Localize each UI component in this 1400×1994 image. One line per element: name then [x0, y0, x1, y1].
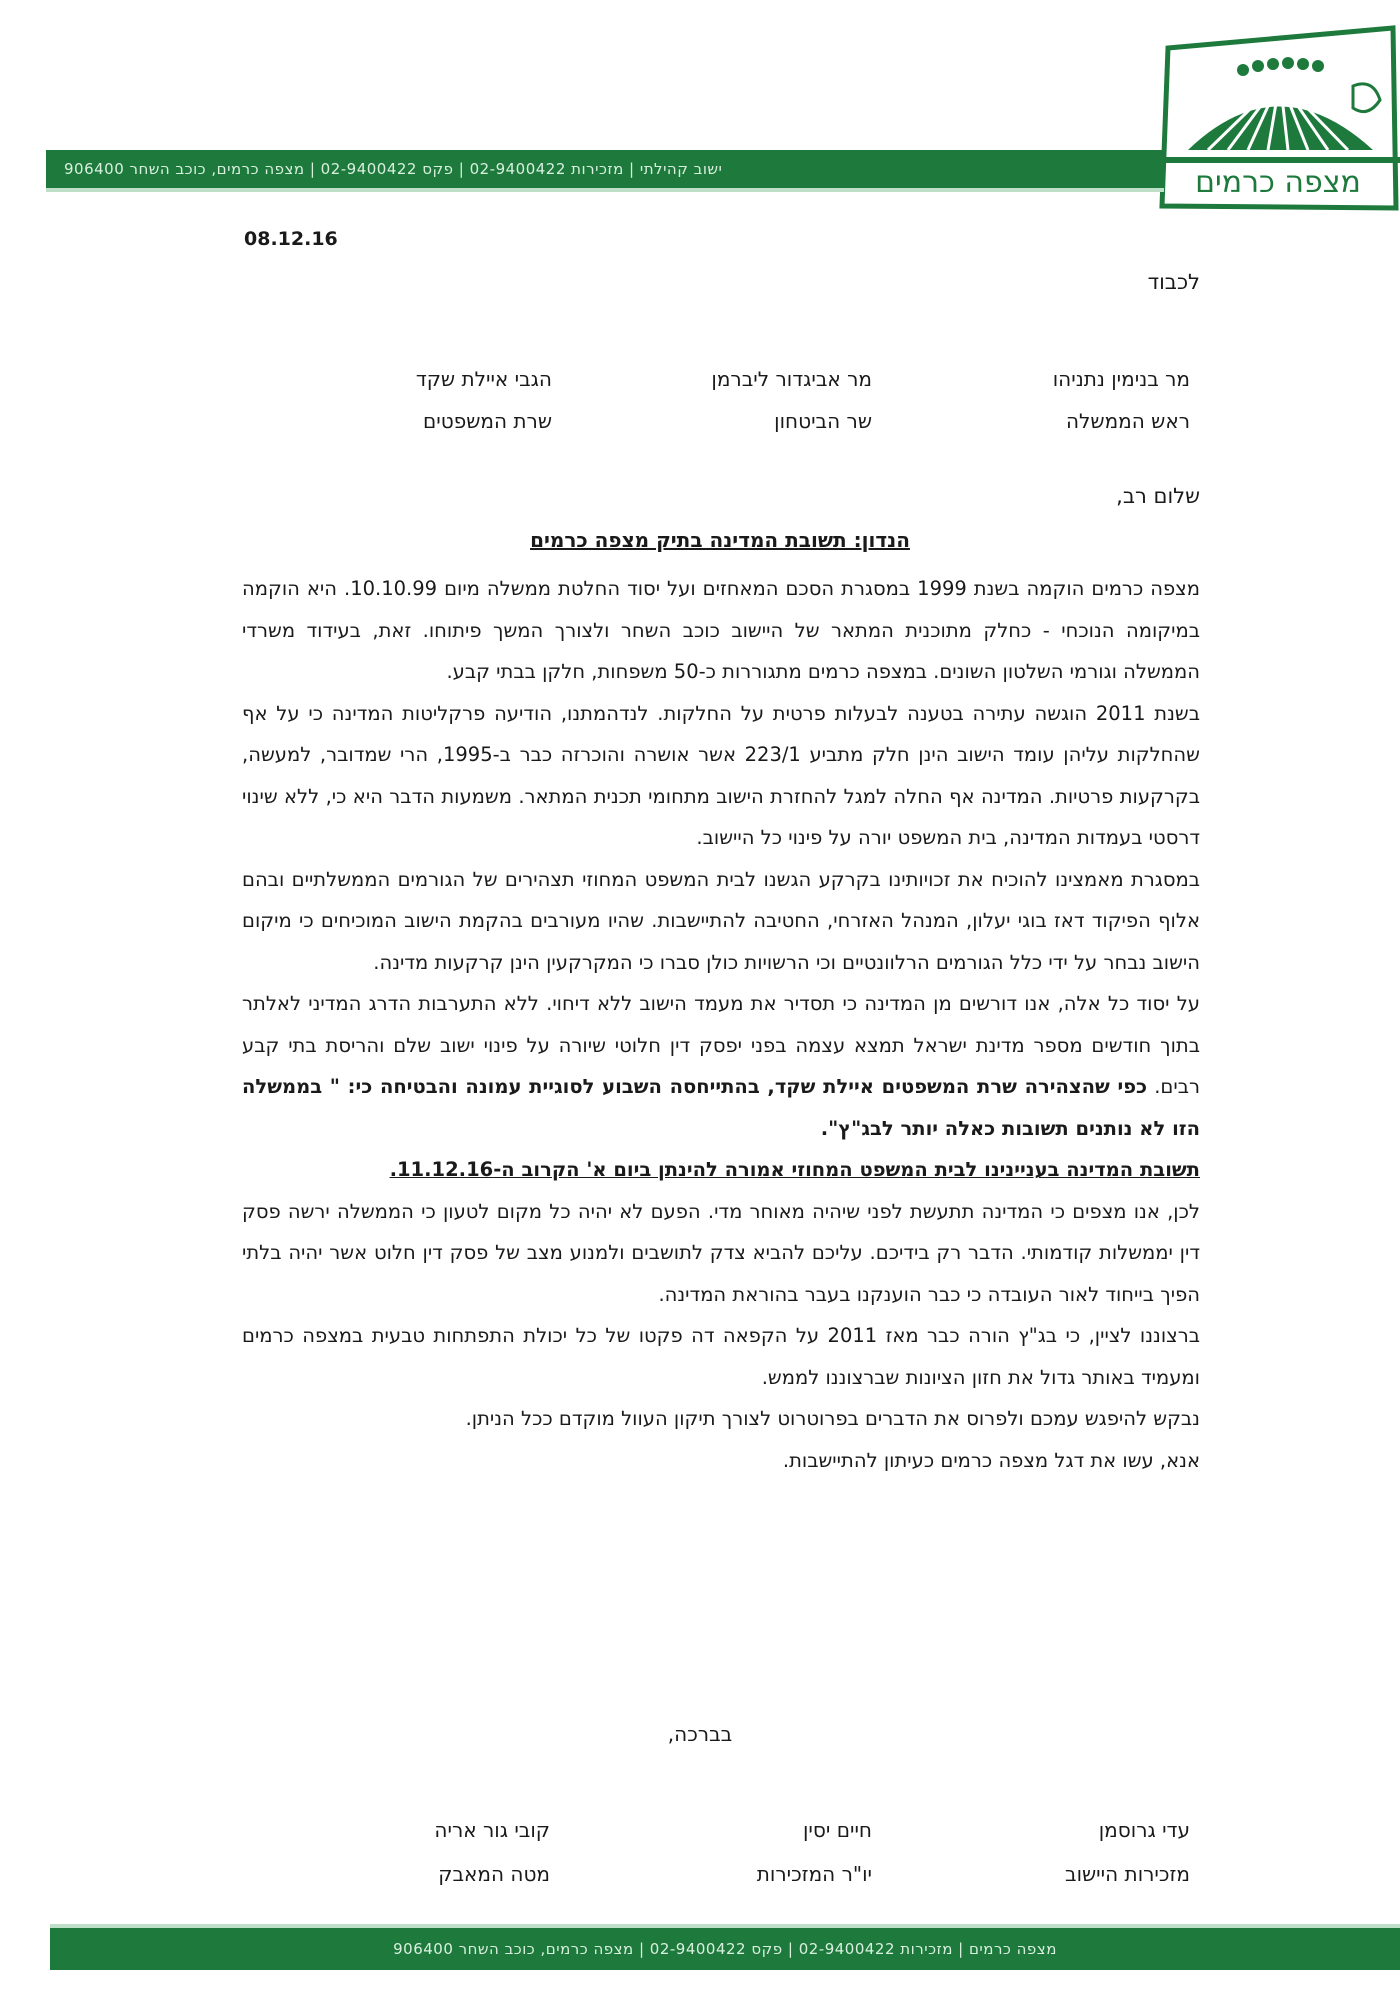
body-paragraph: בשנת 2011 הוגשה עתירה בטענה לבעלות פרטית על החלקות. לנדהמתנו, הודיעה פרקליטות המדינה כי על אף שהחלקות עליהן עומד הישוב הינן חלק מתביע 223/1 אשר אושרה והוכרזה כבר ב-1995, הרי שמדובר, למעשה, בקרקעות פרטיות. המדינה אף החלה למגל להחזרת הישוב מתחומי תכנית המתאר. משמעות הדבר היא כי, ללא שינוי דרסטי בעמדות המדינה, בית המשפט יורה על פינוי כל היישוב. — [242, 701, 1200, 849]
letter-date: 08.12.16 — [244, 228, 338, 250]
addressee-title: שר הביטחון — [774, 409, 872, 433]
body-paragraph: נבקש להיפגש עמכם ולפרוס את הדברים בפרוטרוט לצורך תיקון העוול מוקדם ככל הניתן. — [465, 1407, 1200, 1430]
addressee-name: מר בנימין נתניהו — [1052, 367, 1190, 391]
addressee-title: שרת המשפטים — [423, 409, 552, 433]
addressee-title: ראש הממשלה — [1065, 409, 1190, 433]
signatory-title: יו"ר המזכירות — [756, 1862, 872, 1886]
body-paragraph: מצפה כרמים הוקמה בשנת 1999 במסגרת הסכם המאחזים ועל יסוד החלטת ממשלה מיום 10.10.99. היא הוקמה במיקומה הנוכחי - כחלק מתוכנית המתאר של היישוב כוכב השחר ולצורך המשך פיתוחו. זאת, בעידוד משרדי הממשלה וגורמי השלטון השונים. במצפה כרמים מתגוררות כ-50 משפחות, חלקן בבתי קבע. — [242, 577, 1200, 683]
signatory-3 — [434, 1808, 550, 1896]
addressee-justice-minister — [416, 358, 552, 442]
subject-line: הנדון: תשובת המדינה בתיק מצפה כרמים — [530, 528, 910, 552]
body-deadline-underlined: תשובת המדינה בעניינינו לבית המשפט המחוזי אמורה להינתן ביום א' הקרוב ה-11.12.16. — [389, 1158, 1200, 1181]
body-paragraph: במסגרת מאמצינו להוכיח את זכויותינו בקרקע הגשנו לבית המשפט המחוזי תצהירים של הגורמים הממשלתיים ובהם אלוף הפיקוד דאז בוגי יעלון, המנהל האזרחי, החטיבה להתיישבות. שהיו מעורבים בהקמת הישוב המוכיחים כי מיקום הישוב נבחר על ידי כלל הגורמים הרלוונטיים וכי הרשויות כולן סברו כי המקרקעין הינן קרקעות מדינה. — [242, 867, 1200, 974]
footer-contact-band — [50, 1924, 1400, 1970]
signatory-1 — [1065, 1808, 1190, 1896]
closing: בברכה, — [667, 1722, 733, 1746]
signatory-name: קובי גור אריה — [434, 1818, 550, 1842]
svg-text:מצפה כרמים: מצפה כרמים — [1195, 165, 1361, 200]
addressee-prime-minister — [1053, 358, 1190, 442]
signatory-title: מזכירות היישוב — [1065, 1862, 1190, 1886]
signatory-name: עדי גרוסמן — [1098, 1818, 1190, 1842]
addressee-defense-minister — [711, 358, 872, 442]
footer-contact-text: מצפה כרמים | מזכירות 02-9400422 | פקס 02-9400422 | מצפה כרמים, כוכב השחר 906400 — [393, 1940, 1057, 1958]
signatory-2 — [757, 1808, 872, 1896]
body-sentence: על יסוד כל אלה, אנו דורשים מן המדינה כי תסדיר את מעמד הישוב ללא דיחוי. ללא התערבות הדרג המדיני לאלתר בתוך חודשים מספר מדינת ישראל תמצא עצמה בפני יפסק דין חלוטי שיורה על פינוי ישוב שלם והריסת בתי קבע רבים. — [242, 992, 1200, 1098]
addressee-name: מר אביגדור ליברמן — [711, 367, 872, 391]
signatory-title: מטה המאבק — [438, 1862, 550, 1886]
letterhead-contact-text: ישוב קהילתי | מזכירות 02-9400422 | פקס 02-9400422 | מצפה כרמים, כוכב השחר 906400 — [64, 160, 723, 178]
body-paragraph: לכן, אנו מצפים כי המדינה תתעשת לפני שיהיה מאוחר מדי. הפעם לא יהיה כל מקום לטעון כי הממשלה ירשה פסק דין יממשלות קודמותי. הדבר רק בידיכם. עליכם להביא צדק לתושבים ולמנוע מצב של פסק דין חלוט אשר יהיה בלתי הפיך בייחוד לאור העובדה כי כבר הוענקנו בעבר בהוראת המדינה. — [242, 1199, 1200, 1306]
mitzpe-kramim-logo — [1148, 8, 1400, 218]
signatory-name: חיים יסין — [802, 1818, 872, 1842]
letter-body — [242, 568, 1200, 1481]
body-paragraph: אנא, עשו את דגל מצפה כרמים כעיתון להתיישבות. — [782, 1448, 1200, 1472]
body-quote-bold: כפי שהצהירה שרת המשפטים איילת שקד, בהתייחסה השבוע לסוגיית עמונה והבטיחה כי: " בממשלה הזו לא נותנים תשובות כאלה יותר לבג"ץ". — [242, 1075, 1200, 1140]
to-label: לכבוד — [1147, 270, 1200, 294]
body-paragraph: ברצוננו לציין, כי בג"ץ הורה כבר מאז 2011 על הקפאה דה פקטו של כל יכולת התפתחות טבעית במצפה כרמים ומעמיד באותר גדול את חזון הציונות שברצוננו לממש. — [242, 1324, 1200, 1389]
letterhead-contact-band — [46, 150, 1164, 192]
body-paragraph — [242, 983, 1200, 1149]
greeting: שלום רב, — [1116, 484, 1200, 508]
addressee-name: הגבי איילת שקד — [415, 367, 552, 391]
